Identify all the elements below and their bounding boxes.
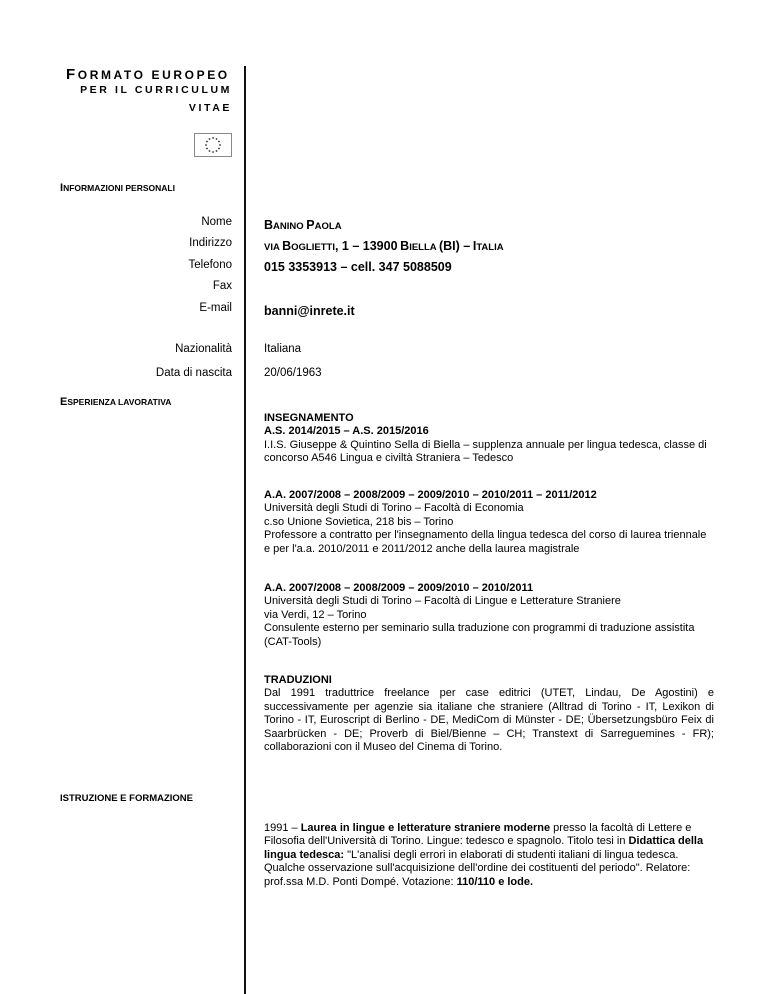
birth-date-value: 20/06/1963: [264, 367, 322, 379]
job2-period: A.A. 2007/2008 – 2008/2009 – 2009/2010 – 2010/2011 – 2011/2012: [264, 489, 597, 501]
address-value: VIA BOGLIETTI, 1 – 13900 BIELLA (BI) – ITALIA: [264, 239, 504, 253]
education-entry: [264, 822, 714, 889]
job1-period: A.S. 2014/2015 – A.S. 2015/2016: [264, 425, 429, 438]
eu-flag-logo: [194, 133, 232, 157]
name-value: BANINO PAOLA: [264, 218, 342, 232]
job-teaching-block: [264, 412, 714, 466]
job3-period: A.A. 2007/2008 – 2008/2009 – 2009/2010 – 2010/2011: [264, 582, 534, 594]
translations-title: TRADUZIONI: [264, 674, 332, 686]
address-label: Indirizzo: [189, 237, 232, 249]
cv-title-line1: FORMATO EUROPEO: [66, 66, 230, 83]
job1-description: I.I.S. Giuseppe & Quintino Sella di Biella – supplenza annuale per lingua tedesca, classe di concorso A546 Lingua e civiltà Straniera – Tedesco: [264, 438, 707, 465]
job3-block: [264, 582, 714, 649]
job2-line3: Professore a contratto per l'insegnamento della lingua tedesca del corso di laurea triennale e per l'a.a. 2010/2011 e 2011/2012 anche della laurea magistrale: [264, 529, 707, 555]
cv-title-line3: VITAE: [188, 102, 232, 114]
translations-description: Dal 1991 traduttrice freelance per case editrici (UTET, Lindau, De Agostini) e successivamente per agenzie sia italiane che straniere (Alltrad di Torino - IT, Lexikon di Torino - IT, Euroscript di Berlino - DE, MediCom di Münster - DE; Übersetzungsbüro Feix di Saarbrücken - DE; Proverb di Biel/Bienne – CH; Transtext di Sarreguemines - FR); collaborazioni con il Museo del Cinema di Torino.: [264, 687, 714, 754]
section-education: ISTRUZIONE E FORMAZIONE: [60, 793, 193, 804]
job2-line1: Università degli Studi di Torino – Facoltà di Economia: [264, 502, 524, 515]
section-personal-info: INFORMAZIONI PERSONALI: [60, 182, 175, 194]
job3-line2: via Verdi, 12 – Torino: [264, 608, 367, 621]
education-description: 1991 – Laurea in lingue e letterature straniere moderne presso la facoltà di Lettere e Filosofia dell'Università di Torino. Lingue: tedesco e spagnolo. Titolo tesi in Didattica della lingua tedesca: "L'analisi degli errori in elaborati di studenti italiani di lingua tedesca. Qualche osservazione sull'acquisizione dell'ordine dei costituenti del periodo". Relatore: prof.ssa M.D. Ponti Dompé. Votazione: 110/110 e lode.: [264, 822, 704, 888]
job3-line1: Università degli Studi di Torino – Facoltà di Lingue e Letterature Straniere: [264, 595, 621, 608]
job2-block: [264, 489, 714, 556]
name-label: Nome: [201, 216, 232, 228]
cv-title-line2: PER IL CURRICULUM: [80, 84, 232, 96]
teaching-title: INSEGNAMENTO: [264, 412, 354, 424]
email-value[interactable]: banni@inrete.it: [264, 304, 355, 318]
phone-label: Telefono: [188, 259, 232, 271]
nationality-value: Italiana: [264, 343, 302, 355]
job3-line3: Consulente esterno per seminario sulla traduzione con programmi di traduzione assistita (CAT-Tools): [264, 622, 695, 648]
vertical-divider: [244, 66, 246, 994]
phone-value: 015 3353913 – cell. 347 5088509: [264, 260, 452, 274]
translations-block: [264, 674, 714, 754]
birth-date-label: Data di nascita: [155, 367, 232, 379]
section-work-experience: ESPERIENZA LAVORATIVA: [60, 396, 172, 408]
email-label: E-mail: [199, 302, 232, 314]
nationality-label: Nazionalità: [175, 343, 232, 355]
fax-label: Fax: [212, 280, 232, 292]
job2-line2: c.so Unione Sovietica, 218 bis – Torino: [264, 515, 454, 528]
